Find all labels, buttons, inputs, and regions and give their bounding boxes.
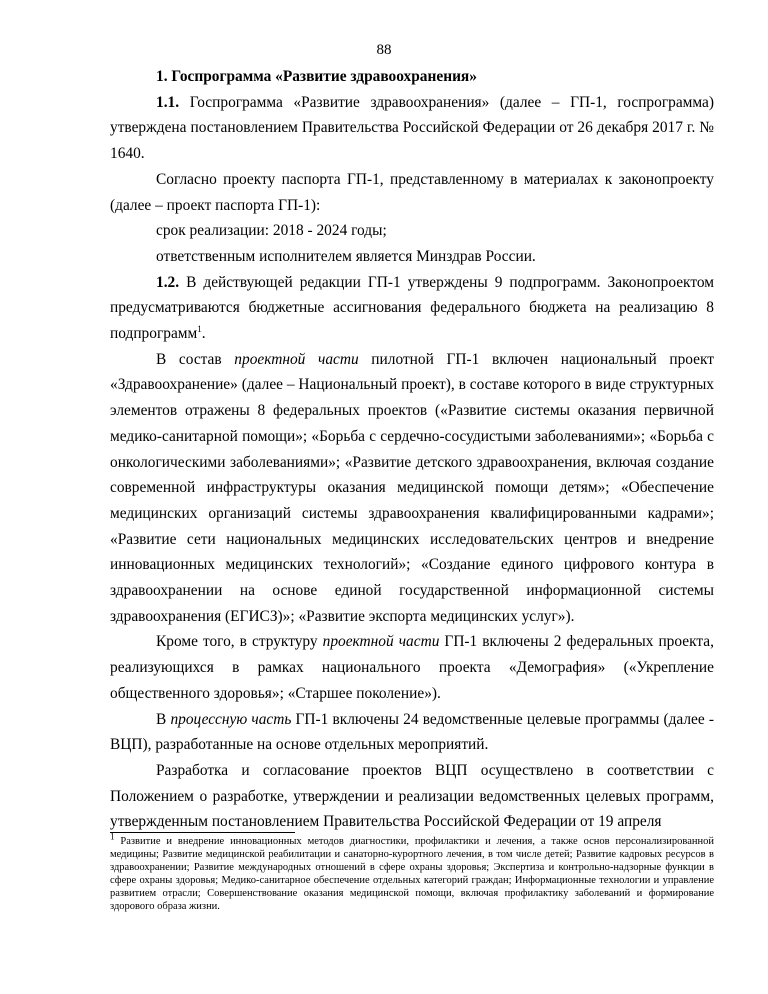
- italic-term: проектной части: [322, 633, 440, 651]
- paragraph-executor: ответственным исполнителем является Минздрав России.: [156, 247, 536, 265]
- paragraph-number: 1.1.: [156, 93, 180, 111]
- footnote-text: Развитие и внедрение инновационных методов диагностики, профилактики и лечения, а также основ персонализированной медицины; Развитие медицинской реабилитации и санаторно-курортного лечения, в том числе детей; Развитие кадровых ресурсов в здравоохранении; Развитие международных отношений в сфере охраны здоровья; Экспертиза и контрольно-надзорные функции в сфере охраны здоровья; Медико-санитарное обеспечение отдельных категорий граждан; Информационные технологии и управление развитием отрасли; Совершенствование оказания медицинской помощи, включая профилактику заболеваний и формирование здорового образа жизни.: [110, 836, 714, 912]
- paragraph-text: пилотной ГП-1 включен национальный проект «Здравоохранение» (далее – Национальный проект), в составе которого в виде структурных элементов отражены 8 федеральных проектов («Развитие системы оказания первичной медико-санитарной помощи»; «Борьба с сердечно-сосудистыми заболеваниями»; «Борьба с онкологическими заболеваниями»; «Развитие детского здравоохранения, включая создание современной инфраструктуры оказания медицинской помощи детям»; «Обеспечение медицинских организаций системы здравоохранения квалифицированными кадрами»; «Развитие сети национальных медицинских исследовательских центров и внедрение инновационных медицинских технологий»; «Создание единого цифрового контура в здравоохранении на основе единой государственной информационной системы здравоохранения (ЕГИСЗ)»; «Развитие экспорта медицинских услуг»).: [110, 350, 714, 625]
- paragraph-1-1: [110, 90, 714, 167]
- footnote-divider: [110, 832, 295, 833]
- footnote-reference: 1: [197, 323, 202, 334]
- paragraph-tail: .: [201, 325, 206, 343]
- paragraph-text: В действующей редакции ГП-1 утверждены 9 подпрограмм. Законопроектом предусматриваются бюджетные ассигнования федерального бюджета на реализацию 8 подпрограмм: [110, 273, 714, 343]
- section-title: 1. Госпрограмма «Развитие здравоохранения»: [156, 68, 477, 85]
- paragraph-project-part: [110, 347, 714, 630]
- paragraph-vcp-development: Разработка и согласование проектов ВЦП осуществлено в соответствии с Положением о разработке, утверждении и реализации ведомственных целевых программ, утвержденным постановлением Правительства Российской Федерации от 19 апреля: [110, 761, 714, 831]
- paragraph-text: Госпрограмма «Развитие здравоохранения» (далее – ГП-1, госпрограмма) утверждена постановлением Правительства Российской Федерации от 26 декабря 2017 г. № 1640.: [110, 93, 714, 163]
- italic-term: процессную часть: [170, 710, 292, 728]
- footnotes: [110, 831, 714, 913]
- paragraph-demography: [110, 629, 714, 706]
- paragraph-passport: Согласно проекту паспорта ГП-1, представленному в материалах к законопроекту (далее – проект паспорта ГП-1):: [110, 170, 714, 214]
- paragraph-number: 1.2.: [156, 273, 180, 291]
- paragraph-text: В состав: [156, 350, 235, 368]
- document-body: [110, 64, 714, 835]
- paragraph-text: ГП-1 включены 24 ведомственные целевые программы (далее - ВЦП), разработанные на основе отдельных мероприятий.: [110, 710, 715, 754]
- paragraph-text: В: [156, 710, 171, 728]
- paragraph-text: Кроме того, в структуру: [156, 633, 323, 651]
- paragraph-text: ГП-1 включены 2 федеральных проекта, реализующихся в рамках национального проекта «Демография» («Укрепление общественного здоровья»; «Старшее поколение»).: [110, 633, 714, 702]
- footnote-1: [110, 831, 714, 913]
- footnote-mark: 1: [110, 831, 115, 842]
- italic-term: проектной части: [234, 350, 359, 368]
- paragraph-term: срок реализации: 2018 - 2024 годы;: [156, 222, 387, 240]
- paragraph-1-2: [110, 270, 714, 347]
- paragraph-process-part: [110, 707, 714, 758]
- page-number: 88: [376, 42, 392, 58]
